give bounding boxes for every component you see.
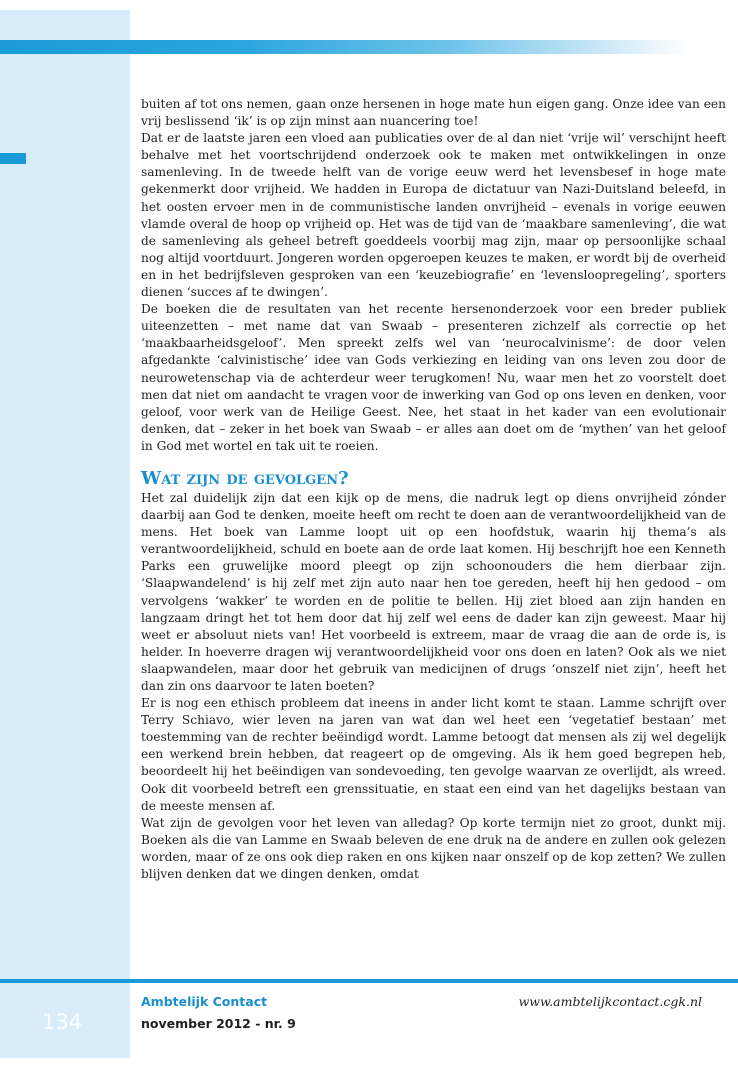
header-color-band [0, 40, 690, 54]
sidebar-band [0, 10, 130, 1058]
issue-info: november 2012 - nr. 9 [141, 1016, 296, 1031]
paragraph: Het zal duidelijk zijn dat een kijk op de mens, die nadruk legt op diens onvrijheid zónder daarbij aan God te denken, moeite heeft om recht te doen aan de verantwoordelijkheid van de mens. Het boek van Lamme loopt uit op een hoofdstuk, waarin hij thema’s als verantwoordelijkheid, schuld en boete aan de orde laat komen. Hij beschrijft hoe een Kenneth Parks een gruwelijke moord pleegt op zijn schoonouders die hem dierbaar zijn. ‘Slaapwandelend’ is hij zelf met zijn auto naar hen toe gereden, heeft hij hen gedood – om vervolgens ‘wakker’ te worden en de politie te bellen. Hij ziet bloed aan zijn handen en langzaam dringt het tot hem door dat hij zelf wel eens de dader kan zijn geweest. Maar hij weet er absoluut niets van! Het voorbeeld is extreem, maar de vraag die aan de orde is, is helder. In hoeverre dragen wij verantwoordelijkheid voor ons doen en laten? Ook als we niet slaapwandelen, maar door het gebruik van medicijnen of drugs ‘onszelf niet zijn’, heeft het dan zin ons daarvoor te laten boeten? [141, 490, 726, 693]
journal-title: Ambtelijk Contact [141, 994, 268, 1009]
section-marker [0, 153, 26, 164]
paragraph: Er is nog een ethisch probleem dat ineens in ander licht komt te staan. Lamme schrijft over Terry Schiavo, wier leven na jaren van wat dan wel heet een ‘vegetatief bestaan’ met toestemming van de rechter beëindigd wordt. Lamme betoogt dat mensen als zij wel degelijk een werkend brein hebben, dat reageert op de omgeving. Als ik hem goed begrepen heb, beoordeelt hij het beëindigen van sondevoeding, ten gevolge waarvan ze overlijdt, als wreed. Ook dit voorbeeld betreft een grenssituatie, en staat een eind van het dagelijks bestaan van de meeste mensen af. [141, 696, 726, 813]
paragraph: De boeken die de resultaten van het recente hersenonderzoek voor een breder publiek uiteenzetten – met name dat van Swaab – presenteren zichzelf als correctie op het ‘maakbaarheidsgeloof’. Men spreekt zelfs wel van ‘neurocalvinisme’: de door velen afgedankte ‘calvinistische’ idee van Gods verkiezing en leiding van ons leven zou door de neurowetenschap via de achterdeur weer terugkomen! Nu, waar men het zo voorstelt doet men dat niet om aandacht te vragen voor de inwerking van God op ons leven en denken, voor geloof, voor werk van de Heilige Geest. Nee, het staat in het kader van een evolutionair denken, dat – zeker in het boek van Swaab – er alles aan doet om de ‘mythen’ van het geloof in God met wortel en tak uit te roeien. [141, 302, 726, 453]
page-number: 134 [42, 1010, 83, 1034]
section-heading: Wat zijn de gevolgen? [141, 467, 349, 489]
article-body [141, 96, 726, 883]
paragraph: Wat zijn de gevolgen voor het leven van alledag? Op korte termijn niet zo groot, dunkt mij. Boeken als die van Lamme en Swaab beleven de ene druk na de andere en zullen ook gelezen worden, maar of ze ons ook diep raken en ons kijken naar onszelf op de kop zetten? We zullen blijven denken dat we dingen denken, omdat [141, 815, 726, 882]
website-link[interactable]: www.ambtelijkcontact.cgk.nl [518, 994, 702, 1009]
footer-rule [0, 979, 738, 983]
paragraph: Dat er de laatste jaren een vloed aan publicaties over de al dan niet ‘vrije wil’ verschijnt heeft behalve met het voortschrijdend onderzoek ook te maken met ontwikkelingen in onze samenleving. In de tweede helft van de vorige eeuw werd het levensbesef in hoge mate gekenmerkt door vrijheid. We hadden in Europa de dictatuur van Nazi-Duitsland beleefd, in het oosten ervoer men in de communistische landen onvrijheid – evenals in vorige eeuwen vlamde overal de hoop op vrijheid op. Het was de tijd van de ‘maakbare samenleving’, die wat de samenleving als geheel betreft goeddeels voorbij mag zijn, maar op persoonlijke schaal nog altijd voortduurt. Jongeren worden opgeroepen keuzes te maken, er wordt bij de overheid en in het bedrijfsleven gesproken van een ‘keuzebiografie’ en ‘levensloopregeling’, sporters dienen ‘succes af te dwingen’. [141, 131, 726, 300]
paragraph: buiten af tot ons nemen, gaan onze hersenen in hoge mate hun eigen gang. Onze idee van een vrij beslissend ‘ik’ is op zijn minst aan nuancering toe! [141, 97, 726, 129]
